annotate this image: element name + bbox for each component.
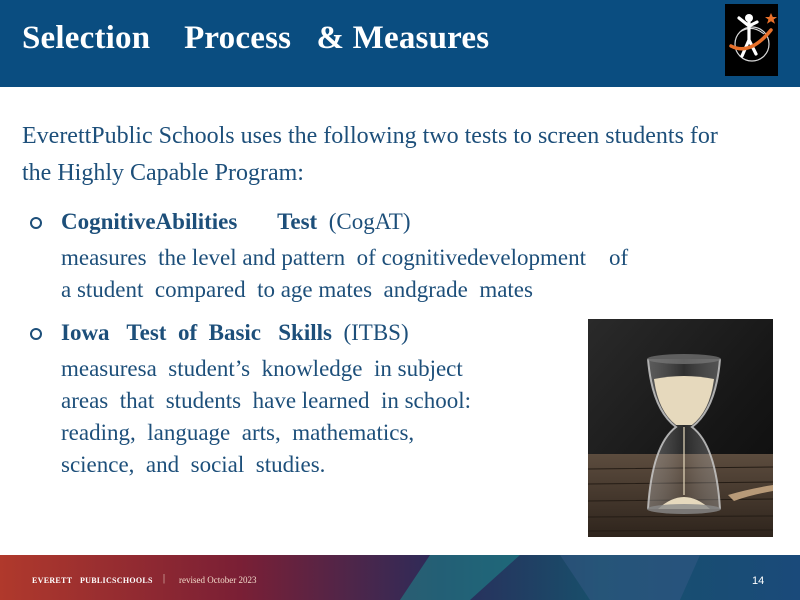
footer-org-1: EVERETT [32,576,73,585]
itbs-line-3: reading, language arts, mathematics, [61,420,415,445]
cogat-abbr: (CogAT) [317,209,411,234]
footer-org-2: PUBLICSCHOOLS [80,576,153,585]
itbs-line-2: areas that students have learned in school: [61,388,472,413]
itbs-line-4: science, and social studies. [61,452,326,477]
itbs-abbr: (ITBS) [331,320,409,345]
cogat-line-2: a student compared to age mates andgrade mates [61,277,533,302]
everett-schools-logo-icon [725,4,778,76]
itbs-title: Iowa Test of Basic Skills [61,320,332,345]
intro-paragraph: EverettPublic Schools uses the following two tests to screen students for the Highly Capable Program: [22,123,718,186]
footer-revised: revised October 2023 [179,575,257,585]
cogat-heading [61,209,411,235]
cogat-title: CognitiveAbilities Test [61,209,318,234]
circle-bullet-icon [28,326,44,342]
itbs-heading [61,320,409,346]
hourglass-photo [588,319,773,537]
circle-bullet-icon [28,215,44,231]
itbs-line-1: measuresa student’s knowledge in subject [61,356,463,381]
title-bar [0,0,800,87]
page-number: 14 [752,575,765,587]
cogat-line-1: measures the level and pattern of cognitivedevelopment of [61,245,629,270]
slide-title: Selection Process & Measures [22,20,490,56]
footer-separator: | [163,573,166,584]
